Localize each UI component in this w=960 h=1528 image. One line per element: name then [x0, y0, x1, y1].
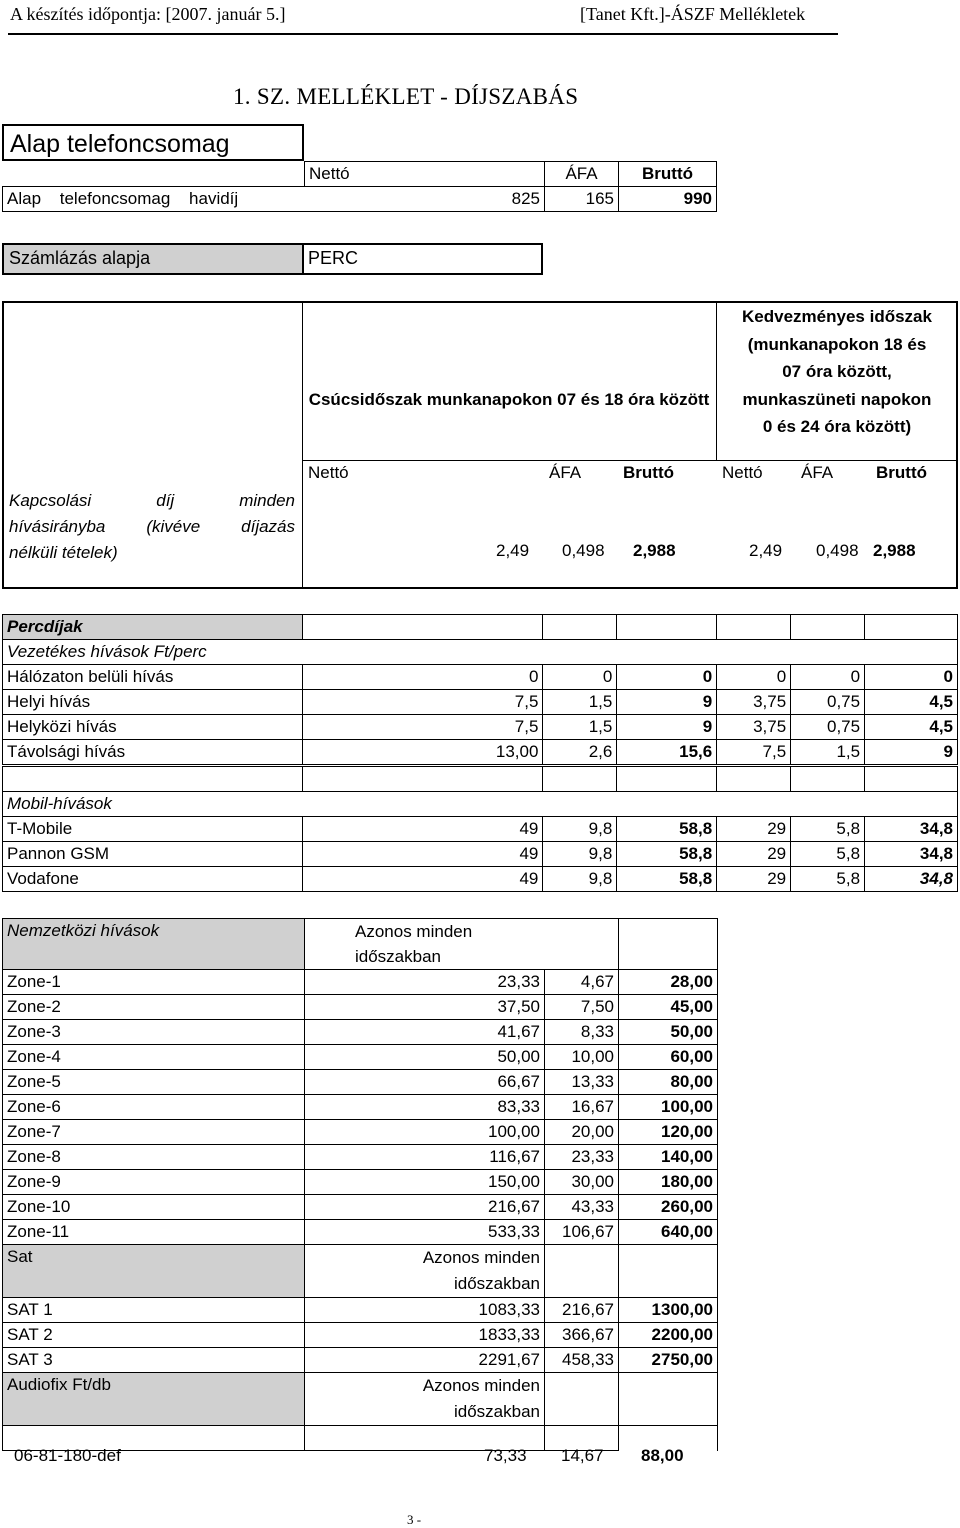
row-value: 0	[302, 665, 543, 690]
table-row	[3, 1170, 718, 1195]
table-row	[3, 995, 718, 1020]
row-value: 30,00	[545, 1170, 619, 1195]
table-row	[3, 1298, 718, 1323]
row-value: 34,8	[865, 867, 958, 892]
row-value: 100,00	[305, 1120, 545, 1145]
table-row	[3, 1348, 718, 1373]
intl-same-period: Azonos minden időszakban	[305, 919, 545, 970]
header-rule	[8, 33, 838, 35]
row-value: 4,5	[865, 715, 958, 740]
row-label: Zone-8	[3, 1145, 305, 1170]
row-value: 0,75	[791, 690, 865, 715]
table-row	[3, 715, 958, 740]
row-value: 45,00	[619, 995, 718, 1020]
row-value: 0	[617, 665, 717, 690]
row-label: Zone-1	[3, 970, 305, 995]
row-value: 49	[302, 817, 543, 842]
table-row	[3, 1120, 718, 1145]
audiofix-same-period: Azonos minden időszakban	[305, 1373, 545, 1426]
row-value: 0	[543, 665, 617, 690]
row-value: 37,50	[305, 995, 545, 1020]
package-title: Alap telefoncsomag	[10, 130, 230, 158]
col-vat: ÁFA	[545, 162, 619, 187]
row-value: 58,8	[617, 867, 717, 892]
monthly-label: Alap telefoncsomag havidíj	[3, 187, 305, 212]
row-value: 49	[302, 867, 543, 892]
sat-title: Sat	[3, 1245, 305, 1298]
table-row	[3, 1145, 718, 1170]
row-value: 366,67	[545, 1323, 619, 1348]
row-label: Zone-7	[3, 1120, 305, 1145]
monthly-gross: 990	[619, 187, 717, 212]
row-label: Zone-4	[3, 1045, 305, 1070]
page-title: 1. SZ. MELLÉKLET - DÍJSZABÁS	[233, 84, 579, 109]
row-value: 43,33	[545, 1195, 619, 1220]
row-value: 1,5	[543, 715, 617, 740]
conn-gross-1: 2,988	[633, 541, 676, 560]
table-row	[3, 740, 958, 765]
row-label: Zone-3	[3, 1020, 305, 1045]
row-value: 9	[617, 690, 717, 715]
table-row	[3, 1095, 718, 1120]
last-gross: 88,00	[641, 1446, 684, 1465]
row-value: 49	[302, 842, 543, 867]
row-label: Zone-11	[3, 1220, 305, 1245]
row-value: 640,00	[619, 1220, 718, 1245]
row-label: Helyi hívás	[3, 690, 303, 715]
row-label: SAT 2	[3, 1323, 305, 1348]
table-row	[3, 1195, 718, 1220]
row-value: 28,00	[619, 970, 718, 995]
conn-gross-2: 2,988	[873, 541, 916, 560]
peak-period-label: Csúcsidőszak munkanapokon 07 és 18 óra között	[308, 390, 710, 409]
mobile-title: Mobil-hívások	[3, 792, 958, 817]
row-value: 15,6	[617, 740, 717, 765]
row-label: Zone-9	[3, 1170, 305, 1195]
row-value: 16,67	[545, 1095, 619, 1120]
row-value: 116,67	[305, 1145, 545, 1170]
audiofix-title: Audiofix Ft/db	[3, 1373, 305, 1426]
row-value: 50,00	[305, 1045, 545, 1070]
billing-value: PERC	[308, 248, 359, 268]
row-value: 9,8	[543, 817, 617, 842]
row-label: Zone-6	[3, 1095, 305, 1120]
table-row	[3, 867, 958, 892]
row-value: 7,5	[302, 690, 543, 715]
row-value: 2291,67	[305, 1348, 545, 1373]
intl-table	[2, 918, 718, 1451]
row-label: Helyközi hívás	[3, 715, 303, 740]
row-value: 533,33	[305, 1220, 545, 1245]
row-value: 106,67	[545, 1220, 619, 1245]
billing-label: Számlázás alapja	[9, 248, 151, 268]
row-value: 0	[717, 665, 791, 690]
table-row	[3, 1220, 718, 1245]
row-label: SAT 1	[3, 1298, 305, 1323]
row-value: 7,50	[545, 995, 619, 1020]
row-label: Zone-10	[3, 1195, 305, 1220]
row-value: 13,00	[302, 740, 543, 765]
row-value: 23,33	[545, 1145, 619, 1170]
fixed-title: Vezetékes hívások Ft/perc	[3, 640, 958, 665]
row-value: 458,33	[545, 1348, 619, 1373]
header-company: [Tanet Kft.]-ÁSZF Mellékletek	[580, 4, 806, 24]
perminute-title: Percdíjak	[3, 615, 303, 640]
row-value: 5,8	[791, 842, 865, 867]
row-label: Zone-5	[3, 1070, 305, 1095]
row-value: 34,8	[865, 817, 958, 842]
last-vat: 14,67	[561, 1446, 604, 1465]
row-value: 9,8	[543, 867, 617, 892]
spacer-row	[2, 766, 958, 792]
table-row	[3, 1323, 718, 1348]
table-row	[3, 842, 958, 867]
conn-vat-2: 0,498	[816, 541, 859, 560]
monthly-vat: 165	[545, 187, 619, 212]
row-label: Hálózaton belüli hívás	[3, 665, 303, 690]
row-value: 7,5	[302, 715, 543, 740]
row-value: 20,00	[545, 1120, 619, 1145]
row-value: 13,33	[545, 1070, 619, 1095]
row-value: 83,33	[305, 1095, 545, 1120]
row-value: 80,00	[619, 1070, 718, 1095]
conn-net-2: 2,49	[749, 541, 783, 560]
table-row	[3, 970, 718, 995]
row-label: Vodafone	[3, 867, 303, 892]
row-value: 120,00	[619, 1120, 718, 1145]
row-value: 50,00	[619, 1020, 718, 1045]
row-value: 34,8	[865, 842, 958, 867]
col-net: Nettó	[305, 162, 545, 187]
row-value: 29	[717, 842, 791, 867]
row-value: 3,75	[717, 690, 791, 715]
header-date: A készítés időpontja: [2007. január 5.]	[10, 4, 286, 24]
row-value: 1,5	[543, 690, 617, 715]
table-row	[3, 1045, 718, 1070]
conn-col-gross-2: Bruttó	[876, 463, 927, 482]
connection-label: Kapcsolási díj minden hívásirányba (kivéve díjazás nélküli tételek)	[9, 491, 295, 562]
row-value: 23,33	[305, 970, 545, 995]
row-value: 58,8	[617, 817, 717, 842]
sat-same-period: Azonos minden időszakban	[305, 1245, 545, 1298]
conn-col-net-1: Nettó	[308, 463, 349, 482]
row-label: Távolsági hívás	[3, 740, 303, 765]
row-value: 0	[865, 665, 958, 690]
row-value: 1083,33	[305, 1298, 545, 1323]
col-gross: Bruttó	[619, 162, 717, 187]
row-value: 216,67	[305, 1195, 545, 1220]
monthly-fee-table	[2, 161, 717, 212]
row-value: 9,8	[543, 842, 617, 867]
conn-col-vat-2: ÁFA	[801, 463, 834, 482]
conn-net-1: 2,49	[496, 541, 530, 560]
row-label: Pannon GSM	[3, 842, 303, 867]
row-label: SAT 3	[3, 1348, 305, 1373]
row-value: 2200,00	[619, 1323, 718, 1348]
row-value: 216,67	[545, 1298, 619, 1323]
last-net: 73,33	[484, 1446, 527, 1465]
perminute-table	[2, 614, 958, 765]
row-label: Zone-2	[3, 995, 305, 1020]
row-value: 260,00	[619, 1195, 718, 1220]
row-value: 29	[717, 817, 791, 842]
row-value: 58,8	[617, 842, 717, 867]
row-value: 3,75	[717, 715, 791, 740]
page-number: 3 -	[407, 1512, 422, 1527]
last-label: 06-81-180-def	[14, 1446, 121, 1465]
row-value: 4,5	[865, 690, 958, 715]
row-value: 29	[717, 867, 791, 892]
row-value: 5,8	[791, 817, 865, 842]
row-value: 2750,00	[619, 1348, 718, 1373]
row-value: 9	[865, 740, 958, 765]
row-value: 0	[791, 665, 865, 690]
row-value: 41,67	[305, 1020, 545, 1045]
table-row	[3, 817, 958, 842]
table-row	[3, 665, 958, 690]
row-label: T-Mobile	[3, 817, 303, 842]
row-value: 180,00	[619, 1170, 718, 1195]
conn-col-vat-1: ÁFA	[549, 463, 582, 482]
row-value: 0,75	[791, 715, 865, 740]
mobile-table	[2, 791, 958, 892]
row-value: 5,8	[791, 867, 865, 892]
row-value: 1,5	[791, 740, 865, 765]
row-value: 60,00	[619, 1045, 718, 1070]
row-value: 7,5	[717, 740, 791, 765]
row-value: 150,00	[305, 1170, 545, 1195]
row-value: 100,00	[619, 1095, 718, 1120]
row-value: 9	[617, 715, 717, 740]
monthly-net: 825	[305, 187, 545, 212]
conn-vat-1: 0,498	[562, 541, 605, 560]
row-value: 2,6	[543, 740, 617, 765]
row-value: 66,67	[305, 1070, 545, 1095]
row-value: 8,33	[545, 1020, 619, 1045]
row-value: 10,00	[545, 1045, 619, 1070]
conn-col-gross-1: Bruttó	[623, 463, 674, 482]
conn-col-net-2: Nettó	[722, 463, 763, 482]
row-value: 4,67	[545, 970, 619, 995]
row-value: 1300,00	[619, 1298, 718, 1323]
table-row	[3, 690, 958, 715]
table-row	[3, 1020, 718, 1045]
offpeak-period-label: Kedvezményes időszak (munkanapokon 18 és 07 óra között, munkaszüneti napokon 0 és 24 óra között)	[742, 307, 932, 436]
row-value: 1833,33	[305, 1323, 545, 1348]
row-value: 140,00	[619, 1145, 718, 1170]
intl-title: Nemzetközi hívások	[3, 919, 305, 970]
table-row	[3, 1070, 718, 1095]
